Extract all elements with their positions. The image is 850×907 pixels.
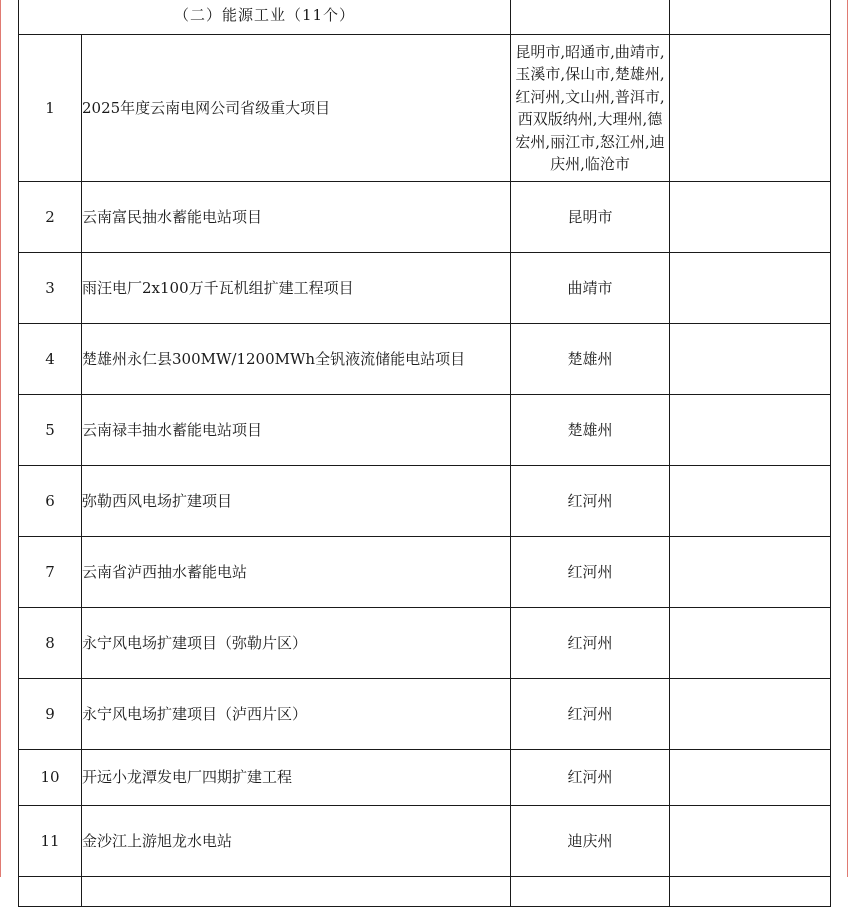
table-row (19, 537, 831, 608)
table-row (19, 466, 831, 537)
project-name: 2025年度云南电网公司省级重大项目 (82, 35, 511, 182)
table-row (19, 182, 831, 253)
project-location: 曲靖市 (511, 253, 670, 324)
table-row (19, 324, 831, 395)
project-location: 红河州 (511, 608, 670, 679)
project-location: 楚雄州 (511, 395, 670, 466)
project-location: 昆明市,昭通市,曲靖市,玉溪市,保山市,楚雄州,红河州,文山州,普洱市,西双版纳州,大理州,德宏州,丽江市,怒江州,迪庆州,临沧市 (511, 35, 670, 182)
section-header-row (19, 0, 831, 35)
section-header-extra-cell (670, 0, 831, 35)
row-number: 11 (19, 806, 82, 877)
project-name: 金沙江上游旭龙水电站 (82, 806, 511, 877)
table-row (19, 679, 831, 750)
extra-cell (670, 324, 831, 395)
project-location (511, 877, 670, 907)
extra-cell (670, 679, 831, 750)
row-number: 5 (19, 395, 82, 466)
row-number: 9 (19, 679, 82, 750)
project-name: 开远小龙潭发电厂四期扩建工程 (82, 750, 511, 806)
extra-cell (670, 253, 831, 324)
row-number: 3 (19, 253, 82, 324)
project-name (82, 877, 511, 907)
table-row (19, 608, 831, 679)
project-name: 永宁风电场扩建项目（泸西片区） (82, 679, 511, 750)
table-row (19, 750, 831, 806)
project-location: 昆明市 (511, 182, 670, 253)
project-name: 楚雄州永仁县300MW/1200MWh全钒液流储能电站项目 (82, 324, 511, 395)
energy-projects-table (18, 0, 831, 907)
extra-cell (670, 877, 831, 907)
row-number: 2 (19, 182, 82, 253)
row-number (19, 877, 82, 907)
row-number: 4 (19, 324, 82, 395)
extra-cell (670, 608, 831, 679)
extra-cell (670, 395, 831, 466)
table-row-partial (19, 877, 831, 907)
table-row (19, 253, 831, 324)
project-location: 红河州 (511, 750, 670, 806)
extra-cell (670, 806, 831, 877)
page-edge-left (0, 0, 1, 877)
project-name: 云南禄丰抽水蓄能电站项目 (82, 395, 511, 466)
section-header: （二）能源工业（11个） (19, 0, 511, 35)
project-name: 永宁风电场扩建项目（弥勒片区） (82, 608, 511, 679)
project-name: 雨汪电厂2x100万千瓦机组扩建工程项目 (82, 253, 511, 324)
extra-cell (670, 466, 831, 537)
project-location: 楚雄州 (511, 324, 670, 395)
row-number: 1 (19, 35, 82, 182)
row-number: 6 (19, 466, 82, 537)
project-location: 红河州 (511, 466, 670, 537)
project-name: 云南省泸西抽水蓄能电站 (82, 537, 511, 608)
extra-cell (670, 35, 831, 182)
table-row (19, 395, 831, 466)
extra-cell (670, 750, 831, 806)
table-row (19, 806, 831, 877)
project-location: 红河州 (511, 679, 670, 750)
row-number: 10 (19, 750, 82, 806)
page-edge-right (847, 0, 848, 877)
extra-cell (670, 182, 831, 253)
project-name: 云南富民抽水蓄能电站项目 (82, 182, 511, 253)
table-row (19, 35, 831, 182)
project-name: 弥勒西风电场扩建项目 (82, 466, 511, 537)
row-number: 7 (19, 537, 82, 608)
project-location: 迪庆州 (511, 806, 670, 877)
extra-cell (670, 537, 831, 608)
project-location: 红河州 (511, 537, 670, 608)
row-number: 8 (19, 608, 82, 679)
section-header-location-cell (511, 0, 670, 35)
